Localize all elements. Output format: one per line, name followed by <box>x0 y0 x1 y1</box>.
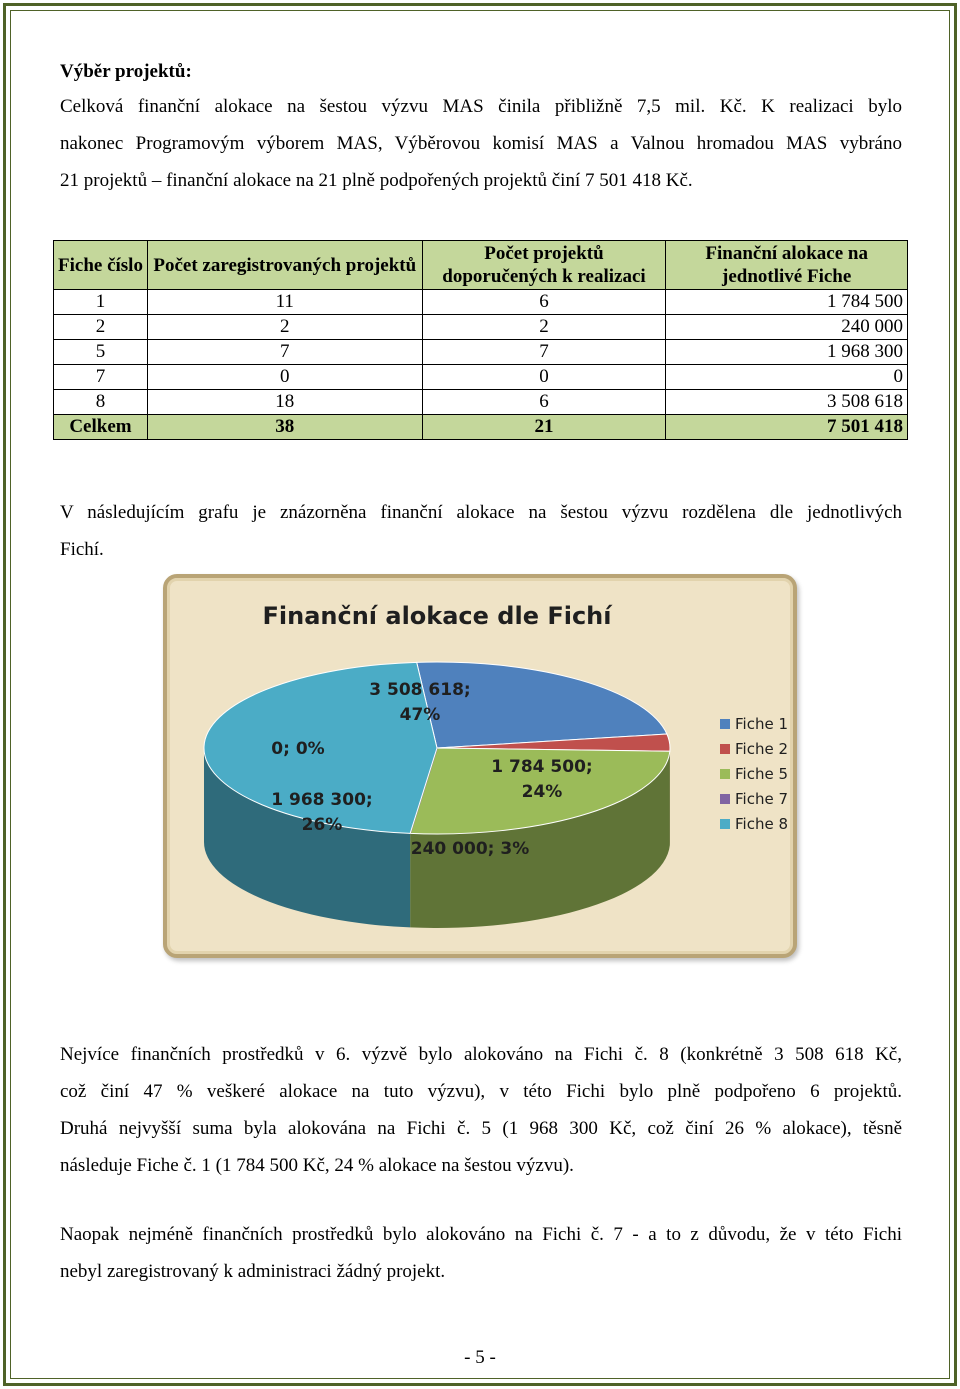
legend-swatch-fiche-8 <box>720 819 730 829</box>
data-label-fiche-2: 240 000; 3% <box>410 839 530 859</box>
cell-allocation: 0 <box>666 365 908 390</box>
chart-intro-line: Fichí. <box>60 539 104 560</box>
conclusion-paragraph <box>60 1036 902 1184</box>
total-label: Celkem <box>54 415 148 440</box>
cell-fiche: 2 <box>54 315 148 340</box>
cell-registered: 0 <box>147 365 422 390</box>
chart-legend <box>720 715 788 833</box>
chart-title: Finanční alokace dle Fichí <box>262 602 612 630</box>
cell-fiche: 7 <box>54 365 148 390</box>
cell-recommended: 0 <box>422 365 666 390</box>
table-total-row <box>54 415 908 440</box>
pie-chart-panel <box>163 574 797 958</box>
intro-line: Celková finanční alokace na šestou výzvu MAS činila přibližně 7,5 mil. Kč. K realizaci bylo <box>60 96 902 117</box>
cell-fiche: 5 <box>54 340 148 365</box>
cell-recommended: 2 <box>422 315 666 340</box>
intro-line: 21 projektů – finanční alokace na 21 plně podpořených projektů činí 7 501 418 Kč. <box>60 170 693 191</box>
conclusion-line: což činí 47 % veškeré alokace na tuto výzvu), v této Fichi bylo plně podpořeno 6 projektů. <box>60 1081 902 1102</box>
data-label-fiche-1: 1 784 500; 24% <box>491 757 593 802</box>
cell-allocation: 1 968 300 <box>666 340 908 365</box>
legend-label-fiche-5: Fiche 5 <box>735 765 788 783</box>
table-row <box>54 290 908 315</box>
table-header-row <box>54 241 908 290</box>
legend-label-fiche-1: Fiche 1 <box>735 715 788 733</box>
pie-chart <box>167 578 793 954</box>
conclusion2-line: nebyl zaregistrovaný k administraci žádný projekt. <box>60 1261 446 1282</box>
legend-label-fiche-8: Fiche 8 <box>735 815 788 833</box>
table-row <box>54 340 908 365</box>
cell-fiche: 1 <box>54 290 148 315</box>
fiche-table <box>53 240 908 440</box>
page-number: - 5 - <box>464 1347 496 1368</box>
cell-recommended: 6 <box>422 390 666 415</box>
cell-recommended: 6 <box>422 290 666 315</box>
legend-swatch-fiche-1 <box>720 719 730 729</box>
header-fiche-number: Fiche číslo <box>54 241 148 290</box>
conclusion2-line: Naopak nejméně finančních prostředků bylo alokováno na Fichi č. 7 - a to z důvodu, že v této Fichi <box>60 1224 902 1245</box>
conclusion-line: Nejvíce finančních prostředků v 6. výzvě bylo alokováno na Fichi č. 8 (konkrétně 3 508 618 Kč, <box>60 1044 902 1065</box>
table-row <box>54 365 908 390</box>
legend-label-fiche-2: Fiche 2 <box>735 740 788 758</box>
data-label-fiche-8: 3 508 618; 47% <box>369 680 471 725</box>
cell-allocation: 240 000 <box>666 315 908 340</box>
chart-intro-paragraph <box>60 494 902 568</box>
cell-registered: 2 <box>147 315 422 340</box>
cell-allocation: 1 784 500 <box>666 290 908 315</box>
table-row <box>54 315 908 340</box>
cell-fiche: 8 <box>54 390 148 415</box>
header-recommended-projects: Počet projektů doporučených k realizaci <box>422 241 666 290</box>
cell-registered: 18 <box>147 390 422 415</box>
data-label-fiche-5: 1 968 300; 26% <box>271 790 373 835</box>
intro-line: nakonec Programovým výborem MAS, Výběrovou komisí MAS a Valnou hromadou MAS vybráno <box>60 133 902 154</box>
legend-label-fiche-7: Fiche 7 <box>735 790 788 808</box>
cell-recommended: 7 <box>422 340 666 365</box>
conclusion-line: následuje Fiche č. 1 (1 784 500 Kč, 24 % alokace na šestou výzvu). <box>60 1155 574 1176</box>
legend-swatch-fiche-7 <box>720 794 730 804</box>
cell-registered: 7 <box>147 340 422 365</box>
legend-swatch-fiche-5 <box>720 769 730 779</box>
section-heading: Výběr projektů: <box>60 61 192 82</box>
header-registered-projects: Počet zaregistrovaných projektů <box>147 241 422 290</box>
total-recommended: 21 <box>422 415 666 440</box>
intro-paragraph <box>60 88 902 199</box>
table-row <box>54 390 908 415</box>
conclusion-line: Druhá nejvyšší suma byla alokována na Fichi č. 5 (1 968 300 Kč, což činí 26 % alokace), těsně <box>60 1118 902 1139</box>
header-allocation: Finanční alokace na jednotlivé Fiche <box>666 241 908 290</box>
conclusion2-paragraph <box>60 1216 902 1290</box>
total-registered: 38 <box>147 415 422 440</box>
pie-slice-fiche-1 <box>417 662 667 748</box>
cell-registered: 11 <box>147 290 422 315</box>
legend-swatch-fiche-2 <box>720 744 730 754</box>
total-allocation: 7 501 418 <box>666 415 908 440</box>
cell-allocation: 3 508 618 <box>666 390 908 415</box>
chart-intro-line: V následujícím grafu je znázorněna finanční alokace na šestou výzvu rozdělena dle jednotlivých <box>60 502 902 523</box>
data-label-fiche-7: 0; 0% <box>271 739 325 759</box>
